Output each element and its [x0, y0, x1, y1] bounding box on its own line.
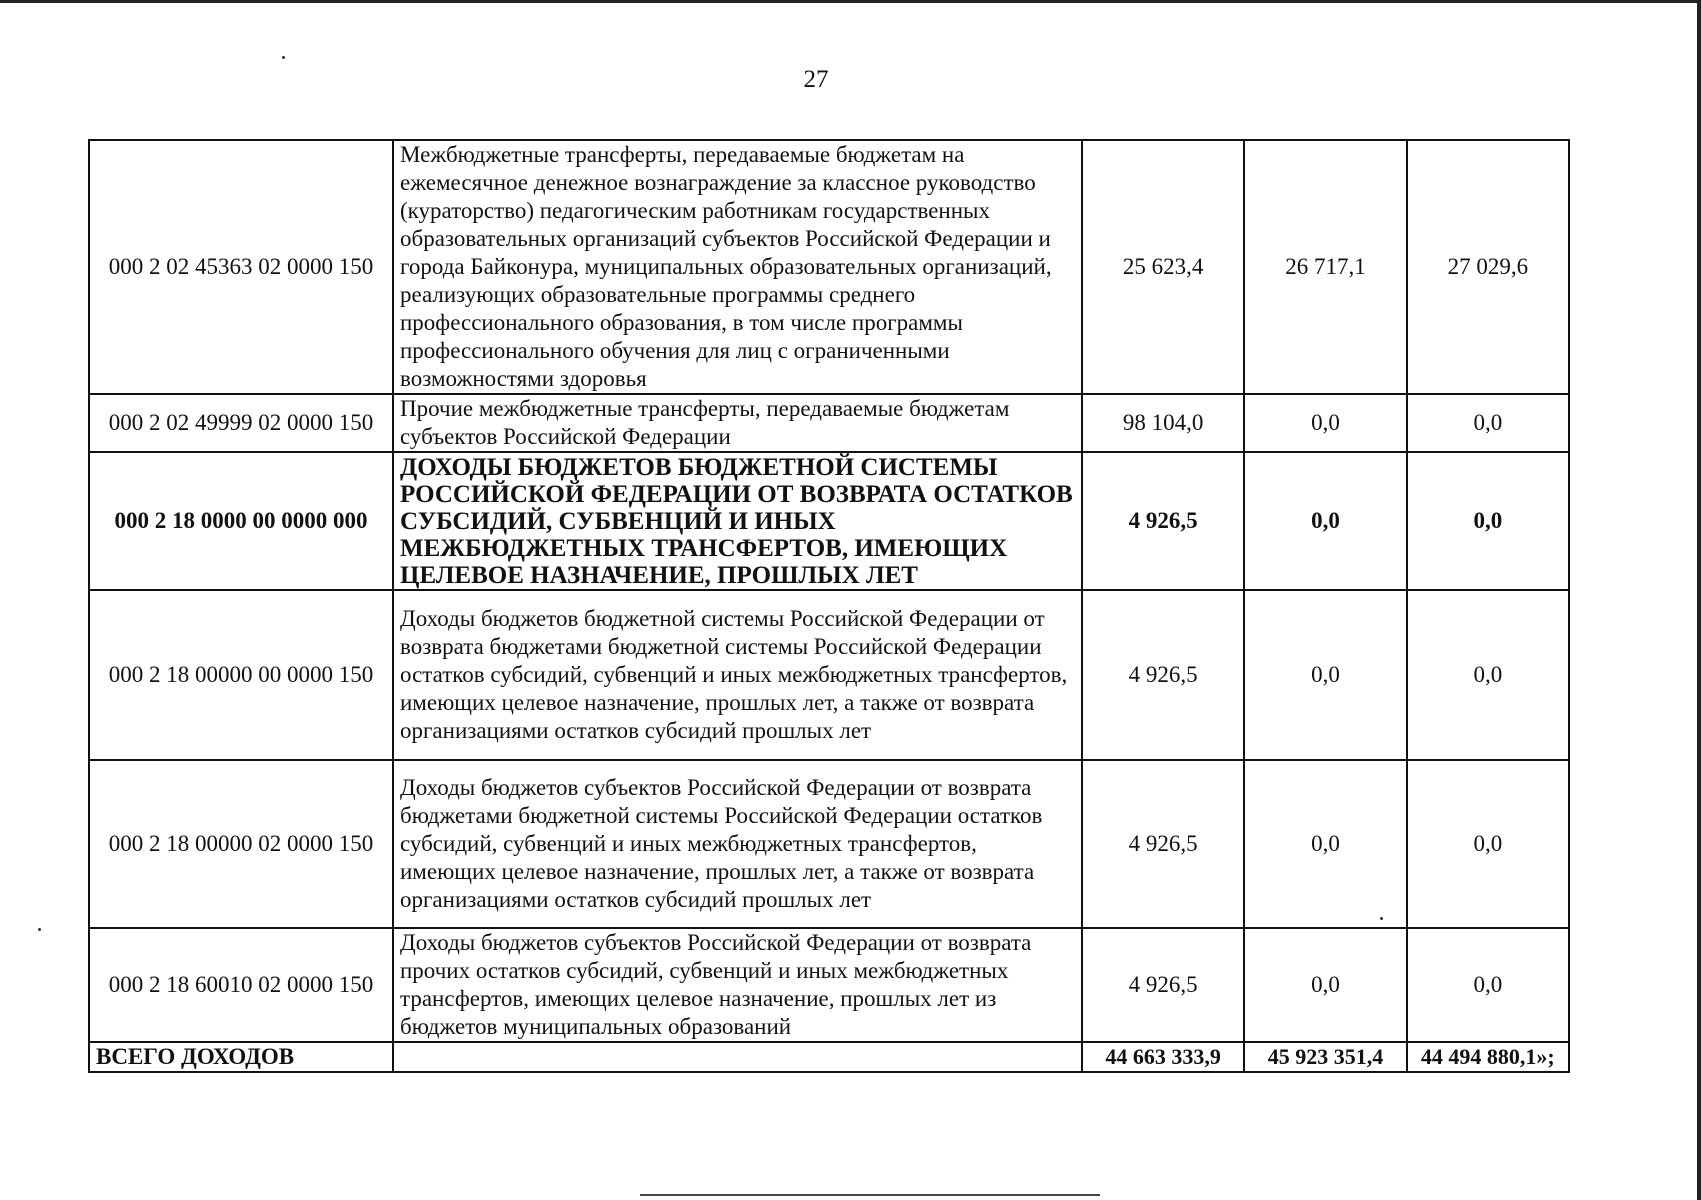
row-code: 000 2 02 45363 02 0000 150	[89, 140, 393, 394]
row-amount-2: 26 717,1	[1244, 140, 1406, 394]
row-amount-1: 98 104,0	[1082, 394, 1244, 452]
total-amount-3: 44 494 880,1»;	[1407, 1042, 1569, 1072]
total-amount-1: 44 663 333,9	[1082, 1042, 1244, 1072]
row-description: Прочие межбюджетные трансферты, передаваемые бюджетам субъектов Российской Федерации	[393, 394, 1082, 452]
scan-speck	[38, 928, 41, 931]
table-row	[89, 394, 1569, 452]
row-amount-3: 0,0	[1407, 760, 1569, 928]
row-amount-2: 0,0	[1244, 760, 1406, 928]
scan-edge-top	[0, 0, 1701, 3]
row-code: 000 2 18 00000 02 0000 150	[89, 760, 393, 928]
row-amount-3: 0,0	[1407, 394, 1569, 452]
table-row	[89, 452, 1569, 590]
row-code: 000 2 18 00000 00 0000 150	[89, 590, 393, 760]
row-description: Доходы бюджетов бюджетной системы Российской Федерации от возврата бюджетами бюджетной системы Российской Федерации остатков субсидий, субвенций и иных межбюджетных трансфертов, имеющих целевое назначение, прошлых лет, а также от возврата организациями остатков субсидий прошлых лет	[393, 590, 1082, 760]
row-amount-2: 0,0	[1244, 394, 1406, 452]
table-row	[89, 928, 1569, 1042]
total-label: ВСЕГО ДОХОДОВ	[89, 1042, 393, 1072]
row-amount-3: 0,0	[1407, 452, 1569, 590]
row-amount-1: 4 926,5	[1082, 590, 1244, 760]
page-number: 27	[803, 66, 829, 93]
scan-speck	[282, 56, 285, 59]
total-row	[89, 1042, 1569, 1072]
row-amount-3: 27 029,6	[1407, 140, 1569, 394]
row-code: 000 2 02 49999 02 0000 150	[89, 394, 393, 452]
row-amount-2: 0,0	[1244, 928, 1406, 1042]
row-description: Доходы бюджетов субъектов Российской Федерации от возврата прочих остатков субсидий, субвенций и иных межбюджетных трансфертов, имеющих целевое назначение, прошлых лет из бюджетов муниципальных образований	[393, 928, 1082, 1042]
table-row	[89, 760, 1569, 928]
table-row	[89, 140, 1569, 394]
row-code: 000 2 18 60010 02 0000 150	[89, 928, 393, 1042]
table-row	[89, 590, 1569, 760]
total-description-empty	[393, 1042, 1082, 1072]
scan-bottom-line	[640, 1194, 1100, 1196]
row-amount-3: 0,0	[1407, 928, 1569, 1042]
row-description: Межбюджетные трансферты, передаваемые бюджетам на ежемесячное денежное вознаграждение за классное руководство (кураторство) педагогическим работникам государственных образовательных организаций субъектов Российской Федерации и города Байконура, муниципальных образовательных организаций, реализующих образовательные программы среднего профессионального образования, в том числе программы профессионального обучения для лиц с ограниченными возможностями здоровья	[393, 140, 1082, 394]
row-description: Доходы бюджетов субъектов Российской Федерации от возврата бюджетами бюджетной системы Российской Федерации остатков субсидий, субвенций и иных межбюджетных трансфертов, имеющих целевое назначение, прошлых лет, а также от возврата организациями остатков субсидий прошлых лет	[393, 760, 1082, 928]
budget-revenue-table	[88, 139, 1570, 1073]
row-amount-2: 0,0	[1244, 590, 1406, 760]
scan-edge-right	[1697, 0, 1701, 1200]
row-amount-1: 4 926,5	[1082, 928, 1244, 1042]
row-amount-2: 0,0	[1244, 452, 1406, 590]
row-amount-1: 4 926,5	[1082, 760, 1244, 928]
row-description: ДОХОДЫ БЮДЖЕТОВ БЮДЖЕТНОЙ СИСТЕМЫ РОССИЙСКОЙ ФЕДЕРАЦИИ ОТ ВОЗВРАТА ОСТАТКОВ СУБСИДИЙ, СУБВЕНЦИЙ И ИНЫХ МЕЖБЮДЖЕТНЫХ ТРАНСФЕРТОВ, ИМЕЮЩИХ ЦЕЛЕВОЕ НАЗНАЧЕНИЕ, ПРОШЛЫХ ЛЕТ	[393, 452, 1082, 590]
row-code: 000 2 18 0000 00 0000 000	[89, 452, 393, 590]
row-amount-1: 25 623,4	[1082, 140, 1244, 394]
row-amount-1: 4 926,5	[1082, 452, 1244, 590]
total-amount-2: 45 923 351,4	[1244, 1042, 1406, 1072]
row-amount-3: 0,0	[1407, 590, 1569, 760]
